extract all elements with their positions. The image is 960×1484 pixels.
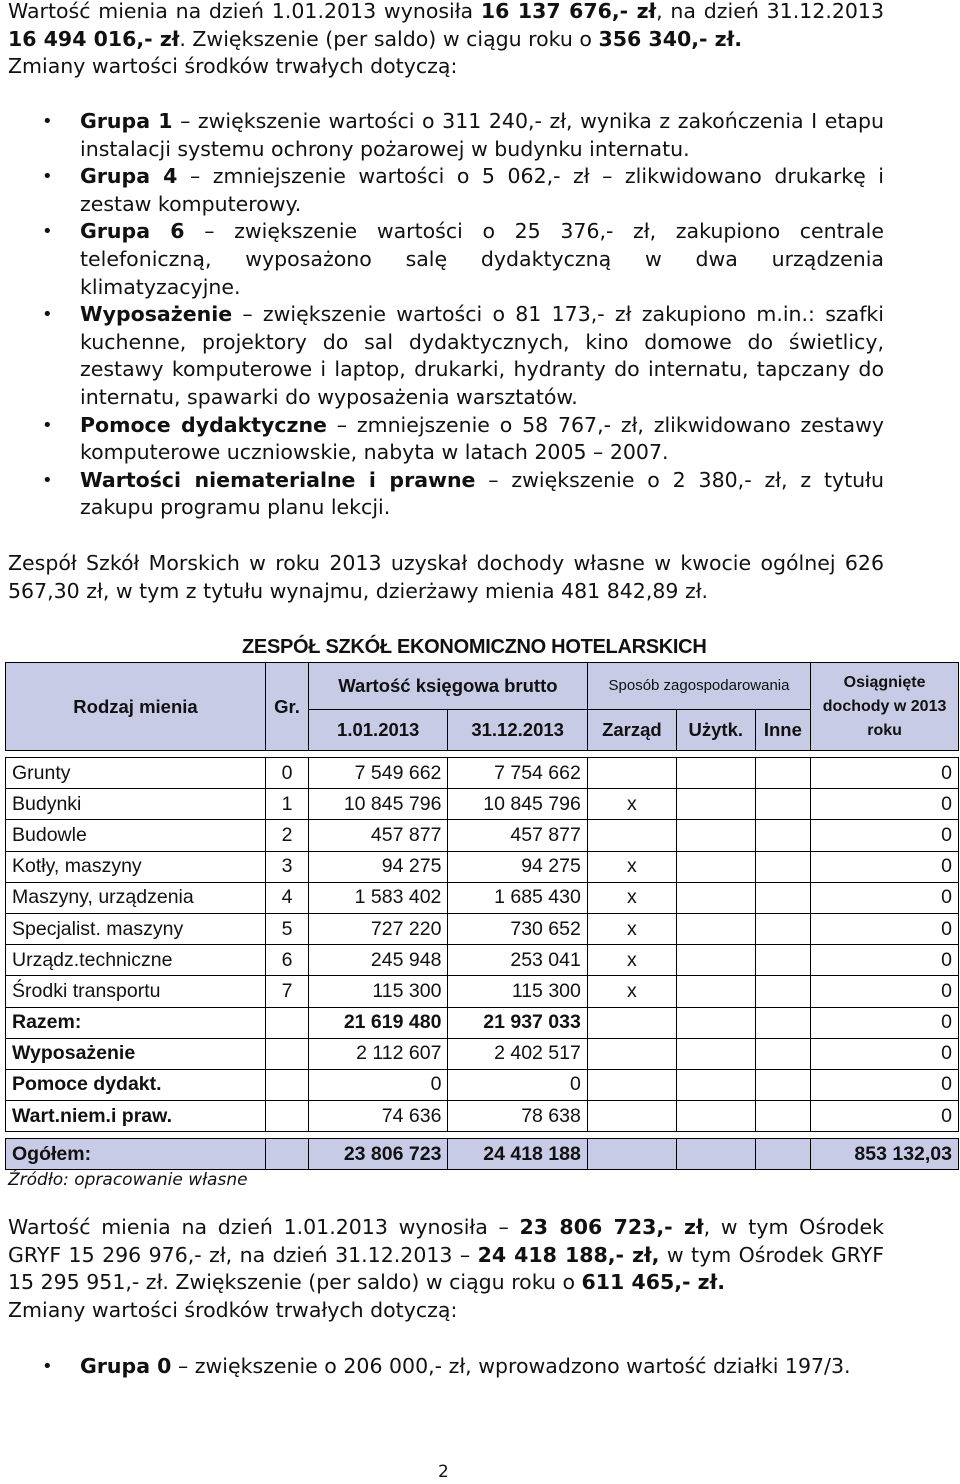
table-row: Wyposażenie 2 112 607 2 402 517 0 [6,1038,959,1069]
table-row-total: Ogółem: 23 806 723 24 418 188 853 132,03 [6,1139,959,1170]
list-item: • Grupa 1 – zwiększenie wartości o 311 240,- zł, wynika z zakończenia I etapu instalacji systemu ochrony pożarowej w budynku internatu. [80,108,884,163]
header-date-1: 1.01.2013 [308,710,447,751]
list-item: • Grupa 4 – zmniejszenie wartości o 5 062,- zł – zlikwidowano drukarkę i zestaw komputerowy. [80,163,884,218]
table-row: Budynki 1 10 845 796 10 845 796 x 0 [6,789,959,820]
list-item: • Grupa 6 – zwiększenie wartości o 25 376,- zł, zakupiono centrale telefoniczną, wyposażono salę dydaktyczną w dwa urządzenia klimatyzacyjne. [80,218,884,301]
table-source-note: Źródło: opracowanie własne [8,1170,248,1190]
table-row: Wart.niem.i praw. 74 636 78 638 0 [6,1101,959,1132]
table-row: Pomoce dydakt. 0 0 0 [6,1069,959,1100]
paragraph-asset-value-2: Wartość mienia na dzień 1.01.2013 wynosiła – 23 806 723,- zł, w tym Ośrodek GRYF 15 296 976,- zł, na dzień 31.12.2013 – 24 418 188,- zł, w tym Ośrodek GRYF 15 295 951,- zł. Zwiększenie (per saldo) w ciągu roku o 611 465,- zł. Zmiany wartości środków trwałych dotyczą: [8,1215,885,1322]
table-row: Grunty 0 7 549 662 7 754 662 0 [6,758,959,789]
table-row: Specjalist. maszyny 5 727 220 730 652 x 0 [6,913,959,944]
list-item: • Wartości niematerialne i prawne – zwiększenie o 2 380,- zł, z tytułu zakupu programu planu lekcji. [80,467,884,522]
page-number: 2 [438,1462,449,1482]
table-row: Środki transportu 7 115 300 115 300 x 0 [6,976,959,1007]
table-row-subtotal: Razem: 21 619 480 21 937 033 0 [6,1007,959,1038]
table-row: Maszyny, urządzenia 4 1 583 402 1 685 430 x 0 [6,882,959,913]
changes-list-2 [80,1353,884,1381]
header-dochody: Osiągnięte dochody w 2013 roku [811,663,959,751]
header-zarzad: Zarząd [587,710,676,751]
header-gr: Gr. [266,663,309,751]
list-item: • Pomoce dydaktyczne – zmniejszenie o 58 767,- zł, zlikwidowano zestawy komputerowe uczniowskie, nabyta w latach 2005 – 2007. [80,412,884,467]
header-uzytk: Użytk. [676,710,755,751]
header-wartosc: Wartość księgowa brutto [308,663,587,710]
list-item: • Grupa 0 – zwiększenie o 206 000,- zł, wprowadzono wartość działki 197/3. [80,1353,884,1381]
table-row: Budowle 2 457 877 457 877 0 [6,820,959,851]
paragraph-income: Zespół Szkół Morskich w roku 2013 uzyskał dochody własne w kwocie ogólnej 626 567,30 zł, w tym z tytułu wynajmu, dzierżawy mienia 481 842,89 zł. [8,551,884,603]
table-caption: ZESPÓŁ SZKÓŁ EKONOMICZNO HOTELARSKICH [242,636,707,658]
changes-list-1 [80,108,884,522]
table-row: Kotły, maszyny 3 94 275 94 275 x 0 [6,851,959,882]
header-sposob: Sposób zagospodarowania [587,663,810,710]
header-rodzaj: Rodzaj mienia [6,663,266,751]
paragraph-asset-value-1: Wartość mienia na dzień 1.01.2013 wynosiła 16 137 676,- zł, na dzień 31.12.2013 16 494 016,- zł. Zwiększenie (per saldo) w ciągu roku o 356 340,- zł. Zmiany wartości środków trwałych dotyczą: [8,0,885,79]
table-row: Urządz.techniczne 6 245 948 253 041 x 0 [6,945,959,976]
header-inne: Inne [755,710,811,751]
header-date-2: 31.12.2013 [448,710,587,751]
assets-table [5,662,959,1170]
list-item: • Wyposażenie – zwiększenie wartości o 81 173,- zł zakupiono m.in.: szafki kuchenne, projektory do sal dydaktycznych, kino domowe do świetlicy, zestawy komputerowe i laptop, drukarki, hydranty do internatu, tapczany do internatu, spawarki do wyposażenia warsztatów. [80,301,884,411]
